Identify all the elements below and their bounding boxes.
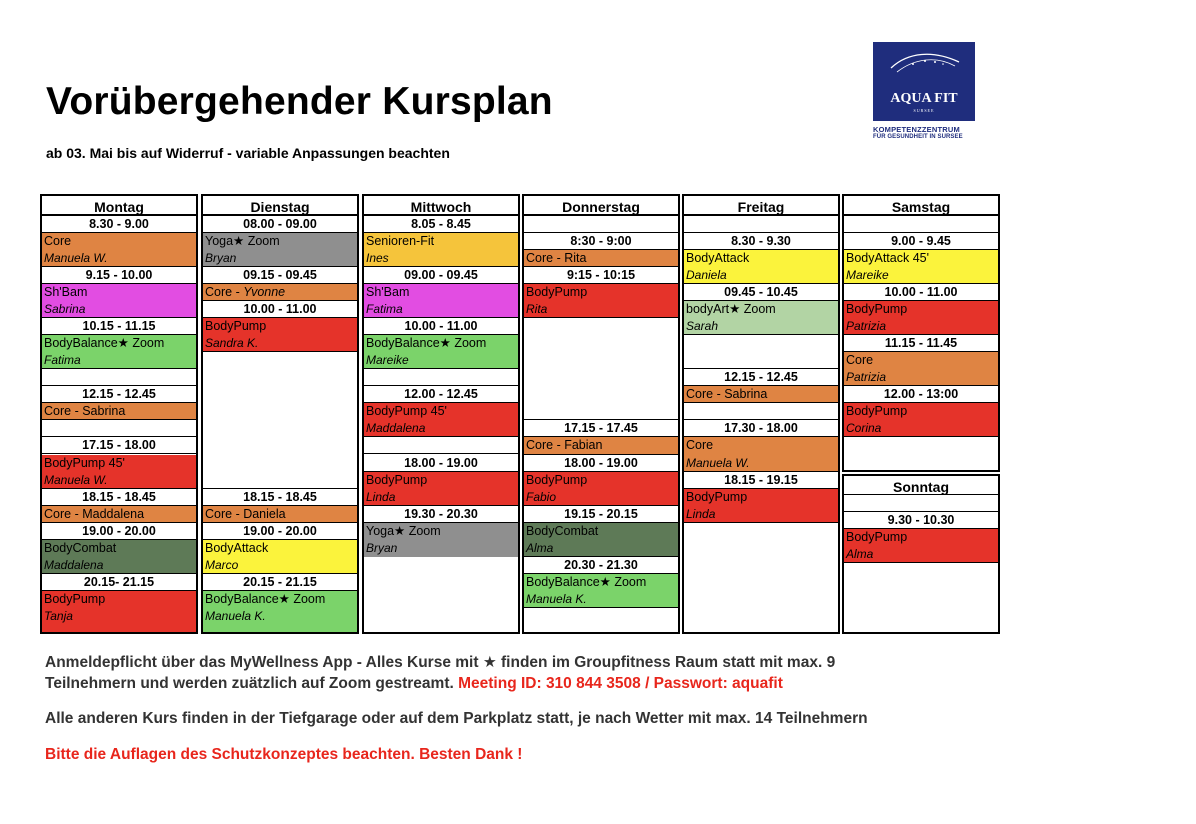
time-slot: 20.15 - 21.15 (203, 574, 357, 591)
time-slot: 17.15 - 17.45 (524, 420, 678, 437)
course-name: BodyPump (42, 591, 196, 608)
course-name: BodyPump (684, 489, 838, 506)
logo-tagline-2: FÜR GESUNDHEIT IN SURSEE (873, 134, 963, 140)
instructor: Mareike (844, 267, 998, 284)
time-slot: 10.00 - 11.00 (844, 284, 998, 301)
instructor: Tanja (42, 608, 196, 632)
instructor: Alma (844, 546, 998, 563)
column-sonntag (842, 474, 1000, 634)
course-name: BodyBalance★ Zoom (203, 591, 357, 608)
course-name: Senioren-Fit (364, 233, 518, 250)
course-name: Core - Sabrina (684, 386, 838, 403)
empty-cell (844, 495, 998, 512)
time-slot: 9:15 - 10:15 (524, 267, 678, 284)
empty-cell (844, 437, 998, 470)
instructor: Marco (203, 557, 357, 574)
course-name: BodyPump (844, 403, 998, 420)
column-freitag (682, 194, 840, 634)
time-slot: 19.15 - 20.15 (524, 506, 678, 523)
time-slot: 12.15 - 12.45 (42, 386, 196, 403)
time-slot: 20.30 - 21.30 (524, 557, 678, 574)
time-slot: 9.30 - 10.30 (844, 512, 998, 529)
course-name: bodyArt★ Zoom (684, 301, 838, 318)
course-name: BodyAttack 45' (844, 250, 998, 267)
instructor: Patrizia (844, 369, 998, 386)
time-slot: 19.00 - 20.00 (42, 523, 196, 540)
column-donnerstag (522, 194, 680, 634)
day-header: Mittwoch (364, 196, 518, 216)
instructor: Manuela W. (42, 250, 196, 267)
time-slot: 10.15 - 11.15 (42, 318, 196, 335)
instructor: Fatima (42, 352, 196, 369)
empty-cell (684, 216, 838, 233)
instructor: Linda (364, 489, 518, 506)
time-slot: 18.15 - 18.45 (42, 489, 196, 506)
time-slot: 12.00 - 12.45 (364, 386, 518, 403)
empty-cell (42, 369, 196, 386)
time-slot: 12.15 - 12.45 (684, 369, 838, 386)
time-slot: 11.15 - 11.45 (844, 335, 998, 352)
empty-cell (42, 420, 196, 437)
logo-tagline-1: KOMPETENZZENTRUM (873, 125, 960, 134)
course-schedule (40, 194, 1002, 634)
day-header: Dienstag (203, 196, 357, 216)
time-slot: 18.15 - 19.15 (684, 472, 838, 489)
instructor: Daniela (684, 267, 838, 284)
instructor: Yvonne (243, 285, 286, 299)
instructor: Sarah (684, 318, 838, 335)
time-slot: 09.15 - 09.45 (203, 267, 357, 284)
course-name: Sh'Bam (42, 284, 196, 301)
column-mittwoch (362, 194, 520, 634)
course-name: BodyAttack (203, 540, 357, 557)
course-name: BodyBalance★ Zoom (524, 574, 678, 591)
time-slot: 19.00 - 20.00 (203, 523, 357, 540)
logo-name: AQUA FIT (890, 91, 958, 106)
instructor: Linda (684, 506, 838, 523)
empty-cell (684, 335, 838, 369)
course-name: BodyPump 45' (364, 403, 518, 420)
course-name: BodyPump (524, 472, 678, 489)
time-slot: 18.00 - 19.00 (524, 455, 678, 472)
time-slot: 17.30 - 18.00 (684, 420, 838, 437)
course-name: Core - Maddalena (42, 506, 196, 523)
course-name: BodyPump (844, 301, 998, 318)
course-name: Yoga★ Zoom (364, 523, 518, 540)
course-name: BodyBalance★ Zoom (42, 335, 196, 352)
time-slot: 09.00 - 09.45 (364, 267, 518, 284)
course-name: Core - Sabrina (42, 403, 196, 420)
time-slot: 08.00 - 09.00 (203, 216, 357, 233)
course-name: Core (844, 352, 998, 369)
course-name (203, 284, 357, 301)
empty-cell (364, 369, 518, 386)
empty-cell (684, 403, 838, 420)
empty-cell (364, 437, 518, 454)
time-slot: 10.00 - 11.00 (364, 318, 518, 335)
time-slot: 19.30 - 20.30 (364, 506, 518, 523)
footer-line-2-text: Teilnehmern und werden zuätzlich auf Zoom gestreamt. (45, 675, 459, 692)
instructor: Manuela W. (684, 455, 838, 472)
course-name: Sh'Bam (364, 284, 518, 301)
page-title: Vorübergehender Kursplan (46, 80, 553, 123)
course-name: BodyAttack (684, 250, 838, 267)
time-slot: 20.15- 21.15 (42, 574, 196, 591)
footer-notice: Bitte die Auflagen des Schutzkonzeptes beachten. Besten Dank ! (45, 746, 523, 763)
time-slot: 18.15 - 18.45 (203, 489, 357, 506)
day-header: Donnerstag (524, 196, 678, 216)
aquafit-logo (873, 42, 977, 140)
course-name: BodyCombat (524, 523, 678, 540)
instructor: Sabrina (42, 301, 196, 318)
empty-cell (844, 216, 998, 233)
course-name: BodyCombat (42, 540, 196, 557)
empty-cell (524, 318, 678, 420)
instructor: Manuela K. (524, 591, 678, 608)
column-montag (40, 194, 198, 634)
empty-cell (524, 216, 678, 233)
empty-cell (524, 608, 678, 632)
instructor: Bryan (203, 250, 357, 267)
instructor: Manuela K. (203, 608, 357, 632)
time-slot: 8.30 - 9.30 (684, 233, 838, 250)
day-header: Freitag (684, 196, 838, 216)
course-name: BodyPump (844, 529, 998, 546)
column-dienstag (201, 194, 359, 634)
time-slot: 17.15 - 18.00 (42, 437, 196, 454)
course-name: BodyBalance★ Zoom (364, 335, 518, 352)
course-name: Core - Rita (524, 250, 678, 267)
column-samstag (842, 194, 1000, 472)
time-slot: 8.05 - 8.45 (364, 216, 518, 233)
footer-line-3: Alle anderen Kurs finden in der Tiefgarage oder auf dem Parkplatz statt, je nach Wetter mit max. 14 Teilnehmern (45, 710, 868, 727)
page-subtitle: ab 03. Mai bis auf Widerruf - variable Anpassungen beachten (46, 145, 450, 161)
footer-line-2 (45, 675, 783, 693)
empty-cell (203, 352, 357, 489)
course-name: Core - Daniela (203, 506, 357, 523)
instructor: Bryan (364, 540, 518, 557)
instructor: Mareike (364, 352, 518, 369)
course-name: Core (684, 437, 838, 455)
empty-cell (364, 557, 518, 632)
course-name-text: Core - (205, 285, 244, 299)
instructor: Manuela W. (42, 472, 196, 489)
instructor: Alma (524, 540, 678, 557)
instructor: Corina (844, 420, 998, 437)
day-header: Montag (42, 196, 196, 216)
course-name: Core (42, 233, 196, 250)
instructor: Maddalena (42, 557, 196, 574)
instructor: Rita (524, 301, 678, 318)
time-slot: 18.00 - 19.00 (364, 455, 518, 472)
time-slot: 8:30 - 9:00 (524, 233, 678, 250)
time-slot: 09.45 - 10.45 (684, 284, 838, 301)
time-slot: 12.00 - 13:00 (844, 386, 998, 403)
zoom-meeting-info: Meeting ID: 310 844 3508 / Passwort: aquafit (458, 675, 783, 692)
instructor: Sandra K. (203, 335, 357, 352)
instructor: Fatima (364, 301, 518, 318)
course-name: BodyPump (203, 318, 357, 335)
time-slot: 10.00 - 11.00 (203, 301, 357, 318)
time-slot: 9.15 - 10.00 (42, 267, 196, 284)
empty-cell (684, 523, 838, 632)
empty-cell (844, 563, 998, 632)
logo-sub: SURSEE (913, 108, 935, 113)
instructor: Ines (364, 250, 518, 267)
day-header: Samstag (844, 196, 998, 216)
day-header: Sonntag (844, 476, 998, 495)
course-name: BodyPump (524, 284, 678, 301)
logo-mark (873, 42, 975, 121)
course-name: BodyPump (364, 472, 518, 489)
footer-line-1: Anmeldepflicht über das MyWellness App - Alles Kurse mit ★ finden im Groupfitness Raum statt mit max. 9 (45, 654, 836, 671)
instructor: Patrizia (844, 318, 998, 335)
course-name: Yoga★ Zoom (203, 233, 357, 250)
time-slot: 9.00 - 9.45 (844, 233, 998, 250)
course-name: Core - Fabian (524, 437, 678, 455)
course-name: BodyPump 45' (42, 455, 196, 472)
instructor: Maddalena (364, 420, 518, 437)
instructor: Fabio (524, 489, 678, 506)
time-slot: 8.30 - 9.00 (42, 216, 196, 233)
